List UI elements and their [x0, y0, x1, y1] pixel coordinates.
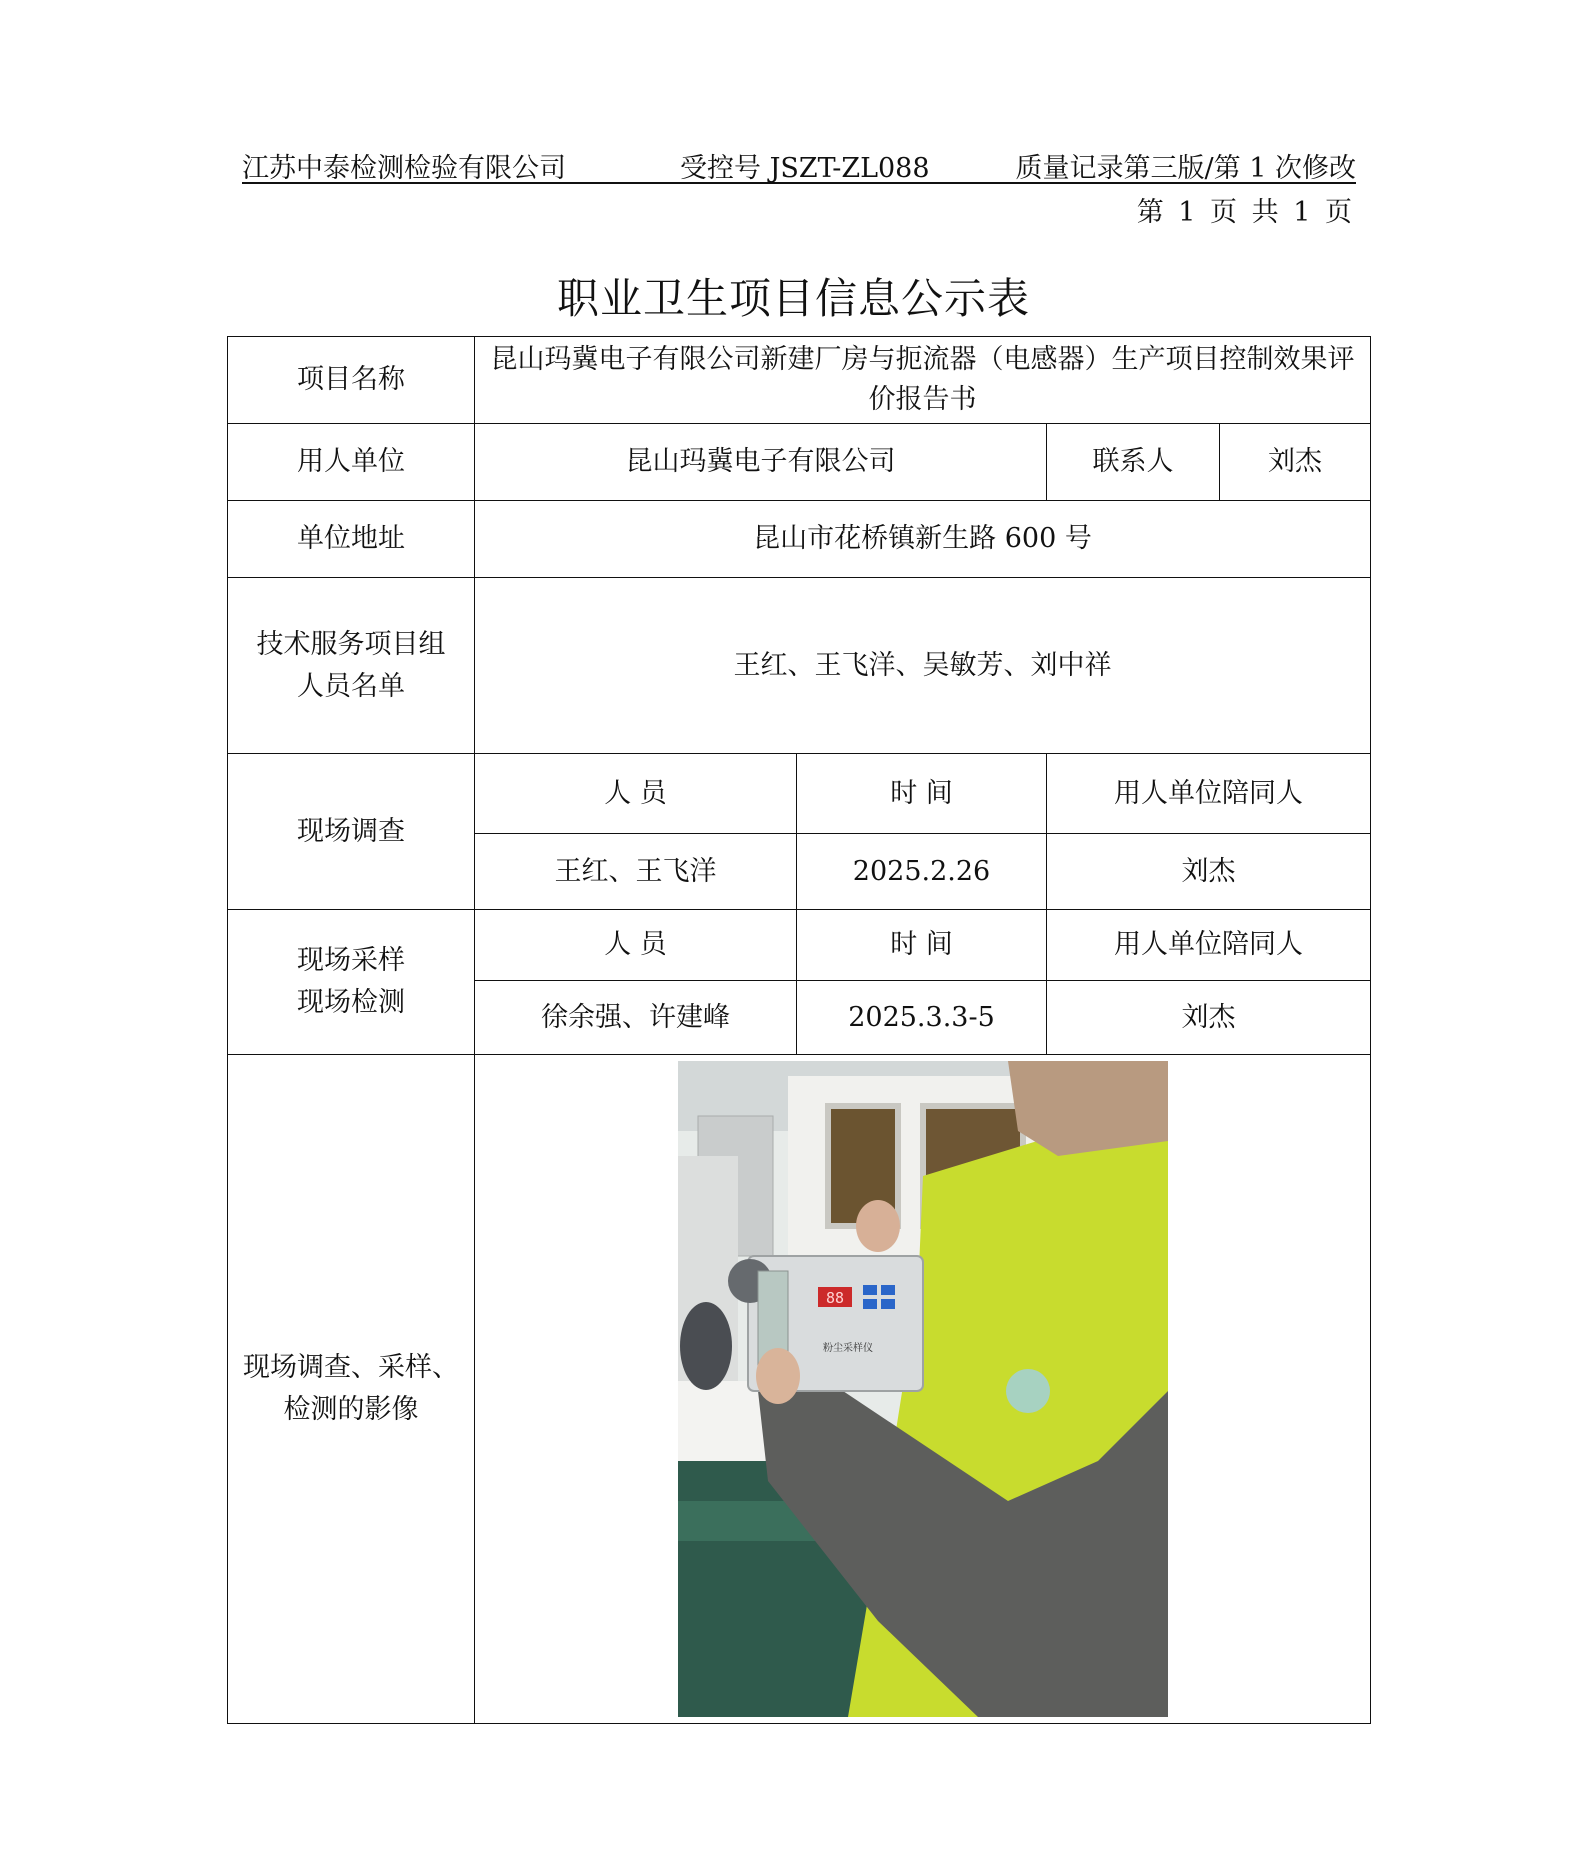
sampling-col-personnel: 人 员	[475, 910, 797, 981]
team-label	[228, 578, 475, 754]
sampling-companion: 刘杰	[1047, 981, 1371, 1055]
sampling-col-companion: 用人单位陪同人	[1047, 910, 1371, 981]
sampling-personnel: 徐余强、许建峰	[475, 981, 797, 1055]
device-label: 粉尘采样仪	[822, 1343, 873, 1354]
sampling-col-time: 时 间	[797, 910, 1047, 981]
team-row	[228, 578, 1371, 754]
info-table	[227, 336, 1371, 1724]
survey-header-row	[228, 754, 1371, 834]
survey-personnel: 王红、王飞洋	[475, 834, 797, 910]
survey-companion: 刘杰	[1047, 834, 1371, 910]
project-name: 昆山玛冀电子有限公司新建厂房与扼流器（电感器）生产项目控制效果评价报告书	[475, 337, 1371, 424]
address-label: 单位地址	[228, 501, 475, 578]
team-label-line-2: 人员名单	[297, 670, 405, 702]
sampling-header-row	[228, 910, 1371, 981]
site-photo	[678, 1061, 1168, 1717]
device-display-value: 88	[825, 1289, 844, 1307]
document-header	[242, 142, 1356, 184]
sampling-label	[228, 910, 475, 1055]
employer-name: 昆山玛冀电子有限公司	[475, 424, 1047, 501]
employer-row	[228, 424, 1371, 501]
project-name-label: 项目名称	[228, 337, 475, 424]
image-label	[228, 1055, 475, 1724]
address: 昆山市花桥镇新生路 600 号	[475, 501, 1371, 578]
survey-label: 现场调查	[228, 754, 475, 910]
survey-time: 2025.2.26	[797, 834, 1047, 910]
team-label-line-1: 技术服务项目组	[256, 628, 446, 660]
page-title: 职业卫生项目信息公示表	[556, 274, 1030, 323]
contact-label: 联系人	[1047, 424, 1220, 501]
contact-name: 刘杰	[1220, 424, 1371, 501]
employer-label: 用人单位	[228, 424, 475, 501]
revision-info: 质量记录第三版/第 1 次修改	[1015, 153, 1356, 184]
page-number: 第 1 页 共 1 页	[1136, 197, 1352, 228]
sampling-label-line-1: 现场采样	[297, 945, 405, 976]
image-label-line-1: 现场调查、采样、	[243, 1352, 459, 1383]
address-row	[228, 501, 1371, 578]
site-photo-illustration	[678, 1061, 1168, 1717]
company-name: 江苏中泰检测检验有限公司	[242, 153, 566, 184]
control-number: 受控号 JSZT-ZL088	[680, 153, 930, 184]
sampling-label-line-2: 现场检测	[297, 987, 405, 1018]
project-name-row	[228, 337, 1371, 424]
team-members: 王红、王飞洋、吴敏芳、刘中祥	[475, 578, 1371, 754]
survey-col-time: 时 间	[797, 754, 1047, 834]
image-row	[228, 1055, 1371, 1724]
survey-col-personnel: 人 员	[475, 754, 797, 834]
image-label-line-2: 检测的影像	[283, 1394, 419, 1425]
sampling-time: 2025.3.3-5	[797, 981, 1047, 1055]
survey-col-companion: 用人单位陪同人	[1047, 754, 1371, 834]
